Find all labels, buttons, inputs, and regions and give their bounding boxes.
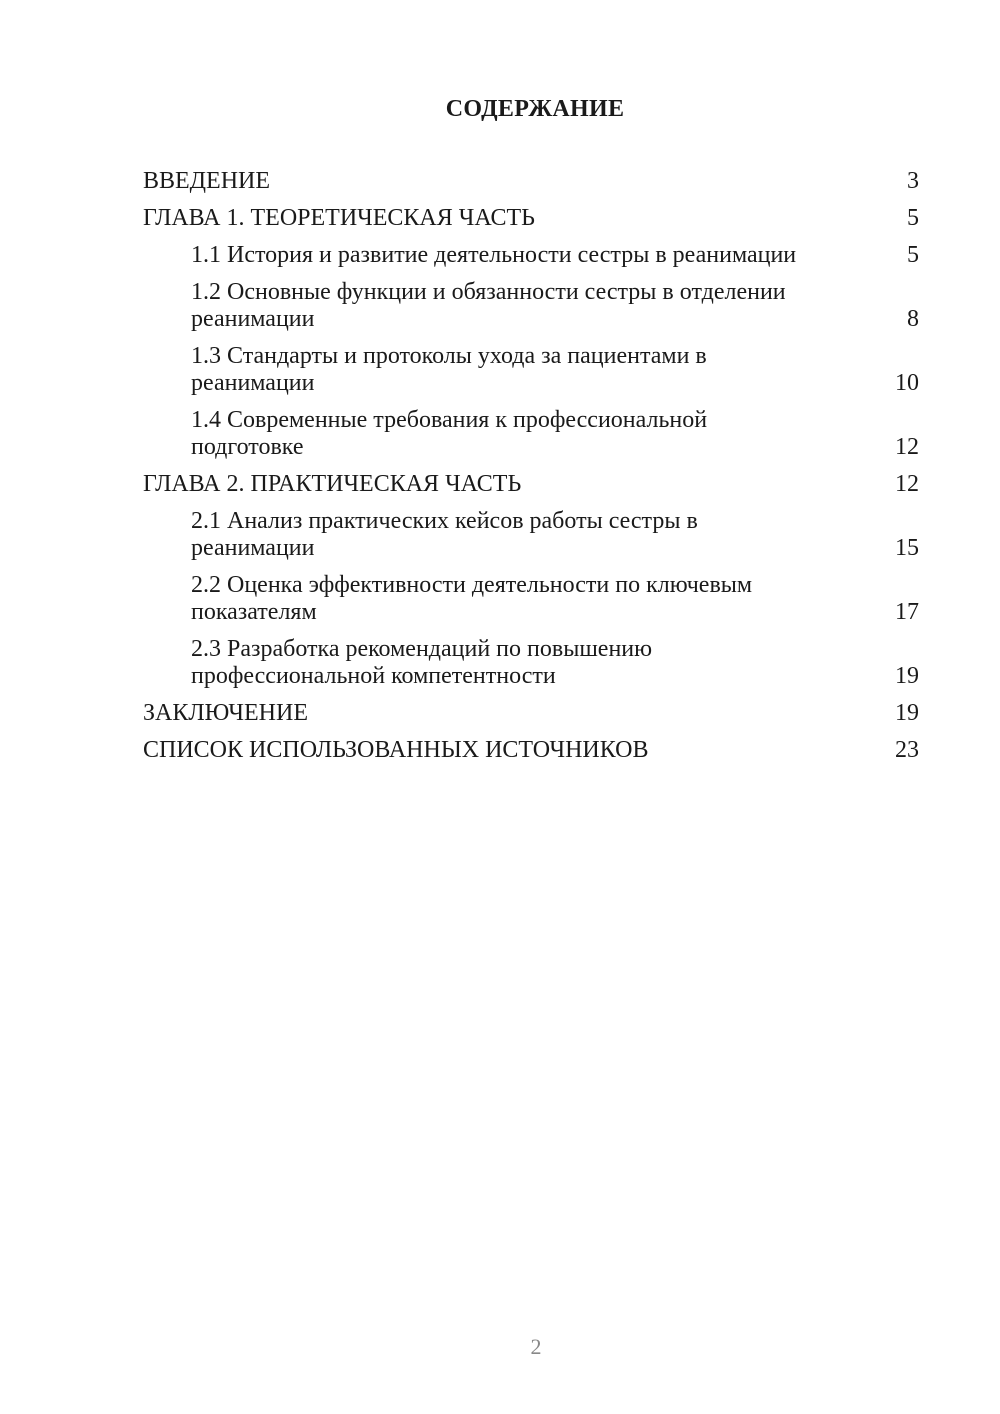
toc-entry-page: 5 (907, 205, 919, 231)
toc-entry-label: ВВЕДЕНИЕ (143, 168, 271, 194)
toc-entry-page: 17 (895, 599, 919, 625)
page-number: 2 (530, 1334, 542, 1359)
toc-entry-page: 19 (895, 700, 919, 726)
toc-entry-section-1-3[interactable] (143, 343, 919, 397)
toc-entry-label: ГЛАВА 2. ПРАКТИЧЕСКАЯ ЧАСТЬ (143, 471, 522, 497)
toc-entry-label: 2.3 Разработка рекомендаций по повышению профессиональной компетентности (191, 636, 653, 689)
toc-entry-section-2-2[interactable] (143, 572, 919, 626)
toc-entry-section-1-4[interactable] (143, 407, 919, 461)
toc-entry-label: 1.2 Основные функции и обязанности сестры в отделении реанимации (191, 279, 786, 332)
toc-entry-page: 8 (907, 306, 919, 332)
toc-entry-page: 19 (895, 663, 919, 689)
toc-entry-conclusion[interactable] (143, 700, 919, 727)
toc-entry-page: 23 (895, 737, 919, 763)
toc-entry-page: 12 (895, 471, 919, 497)
toc-entry-chapter-1[interactable] (143, 205, 919, 232)
toc-entry-label: 2.2 Оценка эффективности деятельности по ключевым показателям (191, 572, 753, 625)
toc-entry-chapter-2[interactable] (143, 471, 919, 498)
toc-entry-label: ЗАКЛЮЧЕНИЕ (143, 700, 308, 726)
toc-entry-section-2-1[interactable] (143, 508, 919, 562)
toc-entry-label: 1.4 Современные требования к профессиональной подготовке (191, 407, 708, 460)
toc-entry-page: 12 (895, 434, 919, 460)
toc-entry-label: СПИСОК ИСПОЛЬЗОВАННЫХ ИСТОЧНИКОВ (143, 737, 649, 763)
toc-entry-label: ГЛАВА 1. ТЕОРЕТИЧЕСКАЯ ЧАСТЬ (143, 205, 535, 231)
toc-entry-page: 5 (907, 242, 919, 268)
toc-entry-section-1-1[interactable] (143, 242, 919, 269)
toc-entry-label: 1.1 История и развитие деятельности сестры в реанимации (191, 242, 797, 268)
toc-entry-introduction[interactable] (143, 168, 919, 195)
toc-title: СОДЕРЖАНИЕ (445, 96, 625, 122)
toc-entry-page: 15 (895, 535, 919, 561)
toc-entry-page: 3 (907, 168, 919, 194)
toc-entry-label: 1.3 Стандарты и протоколы ухода за пациентами в реанимации (191, 343, 707, 396)
table-of-contents (143, 168, 919, 774)
toc-entry-page: 10 (895, 370, 919, 396)
toc-entry-section-1-2[interactable] (143, 279, 919, 333)
toc-entry-references[interactable] (143, 737, 919, 764)
toc-entry-section-2-3[interactable] (143, 636, 919, 690)
toc-entry-label: 2.1 Анализ практических кейсов работы сестры в реанимации (191, 508, 698, 561)
